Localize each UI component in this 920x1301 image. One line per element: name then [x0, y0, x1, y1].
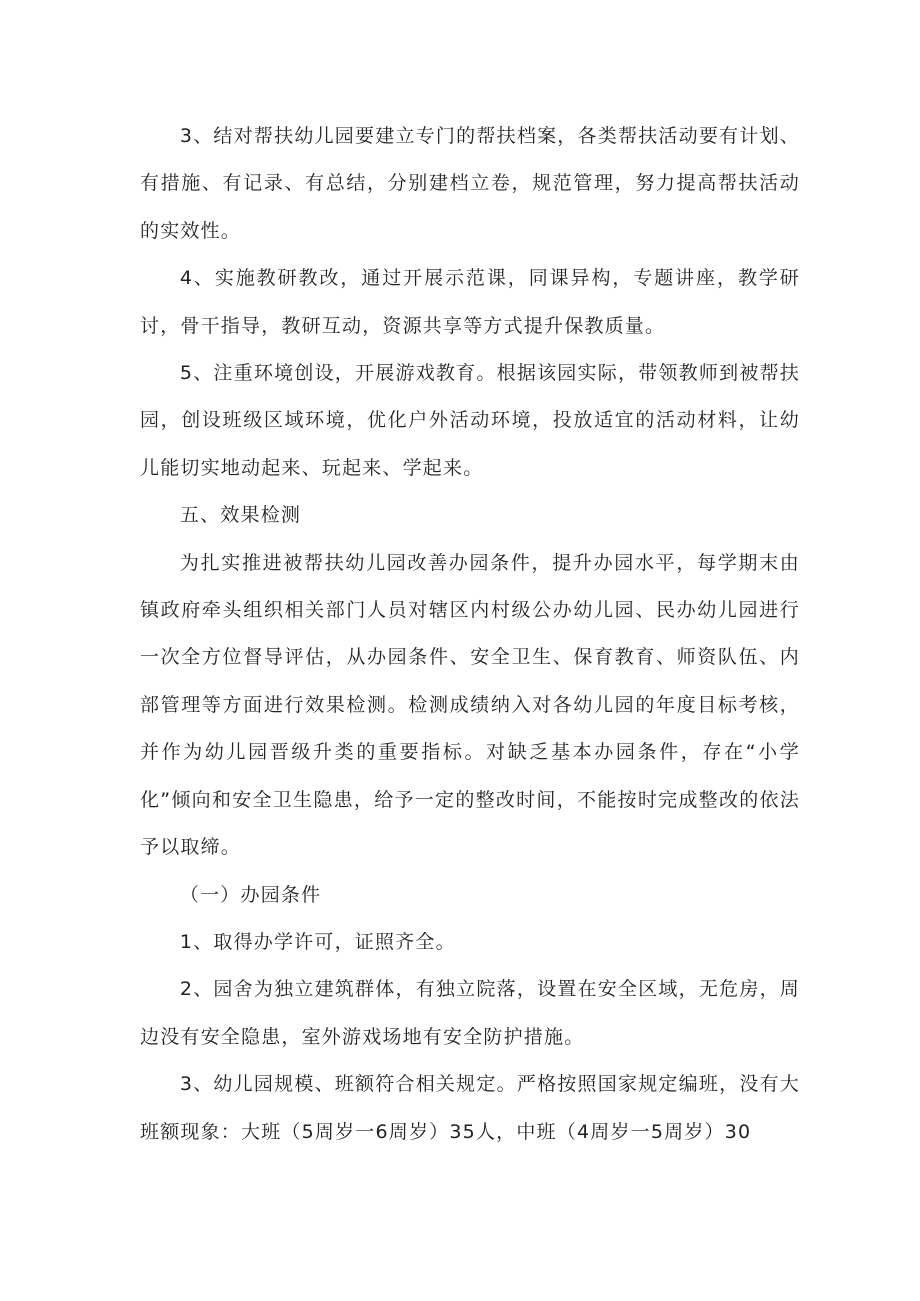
paragraph-item-5-environment: 5、注重环境创设，开展游戏教育。根据该园实际，带领教师到被帮扶园，创设班级区域环境，优化户外活动环境，投放适宜的活动材料，让幼儿能切实地动起来、玩起来、学起来。: [140, 362, 800, 479]
paragraph-condition-1-license: 1、取得办学许可，证照齐全。: [179, 930, 456, 953]
paragraph-condition-3-class-size: 3、幼儿园规模、班额符合相关规定。严格按照国家规定编班，没有大班额现象：大班（5周岁一6周岁）35人，中班（4周岁一5周岁）30: [140, 1073, 800, 1143]
paragraph-item-4-teaching-research: 4、实施教研教改，通过开展示范课，同课异构，专题讲座，教学研讨，骨干指导，教研互动，资源共享等方式提升保教质量。: [140, 267, 800, 337]
document-body: [140, 113, 800, 1156]
section-heading-effect-detection: 五、效果检测: [179, 504, 302, 527]
paragraph-effect-detection-body: 为扎实推进被帮扶幼儿园改善办园条件，提升办园水平，每学期末由镇政府牵头组织相关部门人员对辖区内村级公办幼儿园、民办幼儿园进行一次全方位督导评估，从办园条件、安全卫生、保育教育、师资队伍、内部管理等方面进行效果检测。检测成绩纳入对各幼儿园的年度目标考核，并作为幼儿园晋级升类的重要指标。对缺乏基本办园条件，存在“小学化”倾向和安全卫生隐患，给予一定的整改时间，不能按时完成整改的依法予以取缔。: [140, 551, 800, 859]
paragraph-condition-2-buildings: 2、园舍为独立建筑群体，有独立院落，设置在安全区域，无危房，周边没有安全隐患，室外游戏场地有安全防护措施。: [140, 978, 800, 1048]
paragraph-item-3-archives: 3、结对帮扶幼儿园要建立专门的帮扶档案，各类帮扶活动要有计划、有措施、有记录、有总结，分别建档立卷，规范管理，努力提高帮扶活动的实效性。: [140, 125, 800, 242]
subsection-heading-conditions: （一）办园条件: [179, 883, 322, 906]
